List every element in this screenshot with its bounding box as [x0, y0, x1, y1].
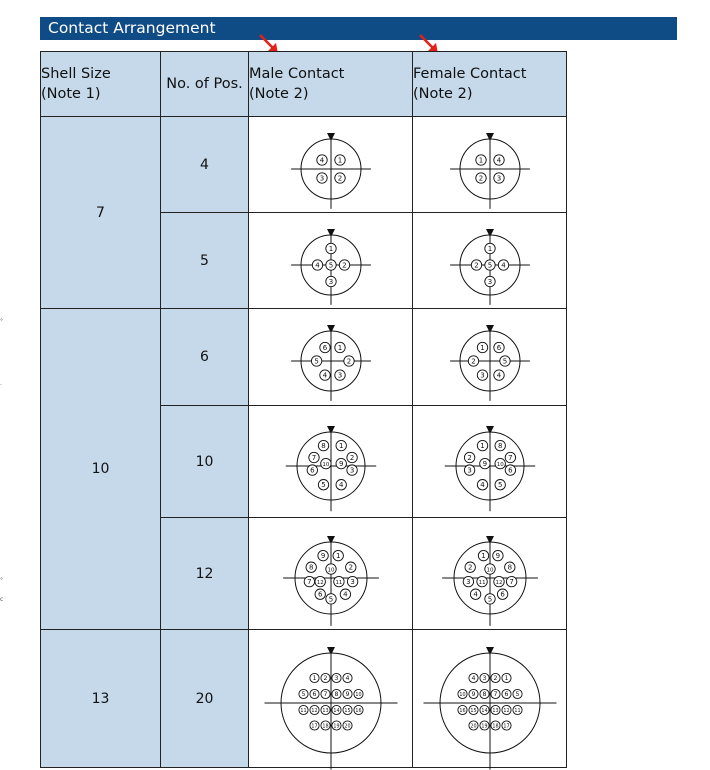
positions-cell: 5	[161, 213, 249, 309]
contact-pin	[484, 593, 494, 603]
contact-pin-number: 9	[338, 459, 343, 468]
contact-pin	[484, 563, 494, 573]
contact-pin	[498, 259, 508, 269]
male-contact-diagram	[249, 406, 413, 518]
contact-pin	[343, 356, 353, 366]
contact-pin	[325, 593, 335, 603]
contact-pin-number: 3	[465, 577, 471, 586]
contact-pin-number: 12	[495, 579, 502, 586]
contact-pin	[512, 705, 521, 714]
contact-pin	[306, 562, 316, 572]
contact-pin-number: 7	[507, 453, 513, 462]
contact-pin	[353, 705, 362, 714]
male-contact-diagram	[249, 518, 413, 630]
female-contact-diagram	[413, 630, 567, 768]
key-marker-icon	[327, 325, 335, 333]
contact-pin	[468, 720, 477, 729]
contact-pin-number: 11	[513, 708, 521, 714]
contact-pin-number: 3	[334, 674, 338, 682]
contact-pin	[493, 154, 503, 164]
header-female-contact: Female Contact (Note 2)	[413, 52, 567, 117]
contact-pin	[325, 259, 335, 269]
contact-pin	[317, 550, 327, 560]
contact-pin-number: 6	[504, 690, 508, 698]
contact-arrangement-table	[40, 51, 567, 768]
contact-pin-number: 8	[507, 563, 512, 572]
contact-pin-number: 1	[328, 244, 333, 253]
header-shell-size: Shell Size (Note 1)	[41, 52, 161, 117]
contact-pin	[336, 458, 346, 468]
contact-pin	[504, 562, 514, 572]
contact-pin-number: 14	[332, 708, 340, 714]
contact-pin	[468, 689, 477, 698]
contact-pin-number: 8	[497, 441, 502, 450]
contact-pin	[499, 356, 509, 366]
key-marker-icon	[486, 325, 494, 333]
contact-pin-number: 4	[500, 261, 506, 270]
contact-pin-number: 9	[495, 551, 500, 560]
contact-pin-number: 2	[493, 674, 497, 682]
shell-size-cell: 10	[41, 309, 161, 630]
contact-pin-number: 12	[316, 579, 324, 586]
female-contact-diagram	[413, 309, 567, 406]
contact-pin-number: 2	[337, 174, 342, 183]
margin-mark: c	[0, 596, 4, 603]
female-contact-diagram	[413, 406, 567, 518]
contact-pin-number: 1	[338, 441, 343, 450]
contact-pin-number: 5	[301, 690, 305, 698]
contact-pin-number: 3	[328, 277, 333, 286]
key-marker-icon	[327, 426, 335, 434]
contact-pin-number: 4	[345, 674, 349, 682]
contact-pin	[342, 673, 351, 682]
contact-pin-number: 4	[314, 261, 320, 270]
contact-pin	[501, 705, 510, 714]
contact-pin-number: 5	[502, 357, 507, 366]
contact-pin	[478, 550, 488, 560]
key-marker-icon	[486, 133, 494, 141]
contact-pin	[334, 154, 344, 164]
contact-pin-number: 20	[343, 724, 351, 730]
table-row	[41, 630, 567, 768]
contact-pin-number: 4	[319, 156, 324, 165]
contact-pin	[465, 562, 475, 572]
contact-pin-number: 1	[487, 244, 492, 253]
contact-pin-number: 5	[487, 261, 492, 270]
contact-pin-number: 1	[479, 441, 485, 450]
contact-pin-number: 10	[486, 567, 493, 574]
contact-pin-number: 12	[310, 708, 318, 714]
contact-pin	[308, 452, 318, 462]
contact-pin-number: 1	[478, 156, 483, 165]
contact-pin-number: 17	[310, 724, 318, 730]
contact-pin-number: 1	[479, 344, 485, 353]
contact-pin	[484, 259, 494, 269]
section-title: Contact Arrangement	[40, 17, 677, 40]
contact-pin	[493, 576, 503, 586]
contact-pin-number: 2	[466, 453, 472, 462]
contact-pin-number: 4	[496, 156, 501, 165]
contact-pin-number: 3	[337, 371, 342, 380]
contact-pin	[506, 576, 516, 586]
contact-pin-number: 9	[471, 690, 475, 698]
contact-pin-number: 3	[487, 277, 492, 286]
contact-pin	[319, 342, 329, 352]
shell-size-cell: 13	[41, 630, 161, 768]
key-marker-icon	[327, 133, 335, 141]
contact-pin-number: 20	[469, 724, 477, 730]
contact-pin	[495, 479, 505, 489]
male-contact-diagram	[249, 213, 413, 309]
key-marker-icon	[327, 536, 335, 544]
contact-pin	[470, 589, 480, 599]
contact-pin	[501, 673, 510, 682]
contact-pin-number: 4	[479, 480, 485, 489]
contact-pin	[495, 458, 505, 468]
contact-pin	[477, 370, 487, 380]
contact-pin-number: 5	[515, 690, 519, 698]
contact-pin-number: 6	[322, 344, 327, 353]
contact-pin-number: 10	[327, 567, 334, 574]
contact-pin	[347, 576, 357, 586]
contact-pin-number: 3	[496, 174, 501, 183]
contact-pin	[331, 705, 340, 714]
contact-pin-number: 5	[328, 594, 333, 603]
contact-pin-number: 16	[458, 708, 466, 714]
contact-pin-number: 1	[480, 551, 486, 560]
contact-pin-number: 14	[480, 708, 488, 714]
contact-pin	[484, 276, 494, 286]
key-marker-icon	[486, 426, 494, 434]
contact-pin-number: 2	[467, 563, 472, 572]
contact-pin-number: 1	[337, 156, 342, 165]
contact-pin-number: 1	[312, 674, 316, 682]
female-contact-diagram	[413, 213, 567, 309]
contact-pin-number: 11	[334, 579, 342, 586]
contact-pin	[457, 705, 466, 714]
contact-pin-number: 18	[491, 724, 499, 730]
contact-pin-number: 4	[472, 590, 478, 599]
contact-pin	[512, 689, 521, 698]
contact-pin	[342, 720, 351, 729]
positions-cell: 4	[161, 117, 249, 213]
contact-pin	[493, 370, 503, 380]
contact-pin	[333, 576, 343, 586]
contact-pin	[468, 673, 477, 682]
contact-pin	[315, 576, 325, 586]
contact-pin	[479, 673, 488, 682]
table-row	[41, 309, 567, 406]
contact-pin-number: 7	[493, 690, 497, 698]
contact-pin-number: 9	[320, 551, 325, 560]
contact-pin	[334, 172, 344, 182]
margin-mark: °	[0, 318, 3, 325]
contact-pin	[315, 589, 325, 599]
contact-pin-number: 6	[317, 590, 322, 599]
contact-pin-number: 8	[308, 563, 313, 572]
contact-pin-number: 13	[321, 708, 329, 714]
contact-pin	[331, 673, 340, 682]
contact-pin-number: 2	[478, 174, 483, 183]
contact-pin-number: 3	[479, 371, 485, 380]
contact-pin	[479, 705, 488, 714]
contact-pin	[497, 589, 507, 599]
contact-pin	[479, 458, 489, 468]
contact-pin-number: 8	[320, 441, 326, 450]
contact-pin	[316, 154, 326, 164]
contact-pin	[309, 720, 318, 729]
contact-pin	[309, 689, 318, 698]
contact-pin-number: 7	[306, 577, 312, 586]
contact-pin	[464, 464, 474, 474]
contact-pin	[342, 689, 351, 698]
contact-pin	[342, 705, 351, 714]
positions-cell: 10	[161, 406, 249, 518]
contact-pin	[304, 576, 314, 586]
positions-cell: 20	[161, 630, 249, 768]
contact-pin	[490, 705, 499, 714]
contact-pin	[316, 172, 326, 182]
contact-pin	[336, 440, 346, 450]
contact-pin	[309, 705, 318, 714]
contact-pin	[490, 673, 499, 682]
contact-pin-number: 5	[313, 357, 319, 366]
margin-mark: ·	[0, 382, 2, 389]
contact-pin	[492, 550, 502, 560]
shell-size-cell: 7	[41, 117, 161, 309]
contact-pin-number: 15	[343, 708, 351, 714]
contact-pin-number: 3	[466, 466, 472, 475]
contact-pin-number: 1	[504, 674, 508, 682]
contact-pin	[334, 342, 344, 352]
key-marker-icon	[486, 536, 494, 544]
key-marker-icon	[327, 647, 335, 655]
contact-pin-number: 10	[354, 692, 362, 698]
contact-pin-number: 2	[348, 563, 353, 572]
contact-pin	[477, 342, 487, 352]
contact-pin-number: 19	[480, 724, 488, 730]
contact-pin-number: 6	[312, 690, 316, 698]
contact-pin-number: 5	[320, 480, 326, 489]
female-contact-diagram	[413, 518, 567, 630]
contact-pin	[320, 705, 329, 714]
contact-pin-number: 12	[502, 708, 510, 714]
male-contact-diagram	[249, 630, 413, 768]
contact-pin-number: 18	[321, 724, 329, 730]
contact-pin-number: 1	[335, 551, 340, 560]
contact-pin	[320, 673, 329, 682]
contact-pin	[457, 689, 466, 698]
contact-pin-number: 2	[341, 261, 347, 270]
contact-pin	[464, 452, 474, 462]
contact-pin	[320, 720, 329, 729]
contact-pin-number: 6	[499, 590, 505, 599]
contact-pin	[307, 464, 317, 474]
contact-pin	[490, 720, 499, 729]
contact-pin	[493, 342, 503, 352]
contact-pin	[463, 576, 473, 586]
contact-pin	[331, 689, 340, 698]
contact-pin	[505, 464, 515, 474]
positions-cell: 12	[161, 518, 249, 630]
contact-pin	[501, 720, 510, 729]
key-marker-icon	[327, 229, 335, 237]
contact-pin	[475, 154, 485, 164]
contact-pin-number: 10	[458, 692, 466, 698]
contact-pin	[493, 172, 503, 182]
contact-pin	[490, 689, 499, 698]
contact-pin	[320, 458, 330, 468]
contact-pin	[475, 172, 485, 182]
contact-pin	[340, 589, 350, 599]
female-contact-diagram	[413, 117, 567, 213]
contact-pin-number: 11	[478, 579, 486, 586]
contact-pin-number: 7	[323, 690, 327, 698]
contact-pin-number: 11	[299, 708, 307, 714]
contact-pin	[333, 550, 343, 560]
contact-pin-number: 5	[328, 261, 333, 270]
contact-pin	[468, 705, 477, 714]
contact-pin-number: 19	[332, 724, 340, 730]
contact-pin-number: 3	[349, 466, 354, 475]
contact-pin	[477, 479, 487, 489]
contact-pin-number: 2	[323, 674, 327, 682]
contact-pin-number: 3	[319, 174, 324, 183]
contact-pin	[501, 689, 510, 698]
contact-pin	[345, 562, 355, 572]
table-header-row	[41, 52, 567, 117]
header-no-of-pos: No. of Pos.	[161, 52, 249, 117]
contact-pin	[479, 689, 488, 698]
contact-pin	[334, 370, 344, 380]
contact-pin-number: 13	[491, 708, 499, 714]
contact-pin	[309, 673, 318, 682]
contact-pin	[298, 689, 307, 698]
contact-pin-number: 2	[346, 357, 351, 366]
contact-pin	[346, 464, 356, 474]
contact-pin-number: 3	[349, 577, 355, 586]
contact-pin	[484, 243, 494, 253]
contact-pin	[325, 563, 335, 573]
contact-pin-number: 2	[349, 453, 354, 462]
positions-cell: 6	[161, 309, 249, 406]
contact-pin	[468, 356, 478, 366]
contact-pin-number: 4	[471, 674, 475, 682]
contact-pin-number: 5	[487, 594, 492, 603]
contact-pin	[477, 440, 487, 450]
contact-pin	[336, 479, 346, 489]
contact-pin-number: 4	[338, 480, 343, 489]
contact-pin	[318, 479, 328, 489]
contact-pin	[495, 440, 505, 450]
contact-pin	[353, 689, 362, 698]
contact-pin-number: 4	[496, 371, 501, 380]
contact-pin	[319, 370, 329, 380]
contact-pin	[471, 259, 481, 269]
table-row	[41, 117, 567, 213]
male-contact-diagram	[249, 117, 413, 213]
key-marker-icon	[486, 229, 494, 237]
contact-pin-number: 17	[502, 724, 510, 730]
contact-pin-number: 6	[309, 466, 315, 475]
contact-pin-number: 2	[470, 357, 476, 366]
contact-pin-number: 1	[337, 344, 342, 353]
contact-pin	[312, 259, 322, 269]
contact-pin	[320, 689, 329, 698]
contact-pin-number: 4	[322, 371, 327, 380]
contact-pin-number: 8	[334, 690, 338, 698]
contact-pin-number: 3	[482, 674, 486, 682]
contact-pin	[298, 705, 307, 714]
male-contact-diagram	[249, 309, 413, 406]
contact-pin-number: 10	[321, 461, 329, 468]
contact-pin-number: 7	[311, 453, 316, 462]
margin-mark: °	[0, 577, 3, 584]
contact-pin-number: 15	[469, 708, 477, 714]
contact-pin	[325, 276, 335, 286]
contact-pin-number: 7	[508, 577, 514, 586]
contact-pin	[505, 452, 515, 462]
contact-pin-number: 8	[482, 690, 486, 698]
contact-pin	[325, 243, 335, 253]
contact-pin-number: 5	[497, 480, 502, 489]
contact-pin	[318, 440, 328, 450]
contact-pin	[476, 576, 486, 586]
contact-pin	[479, 720, 488, 729]
contact-pin-number: 10	[496, 461, 504, 468]
contact-pin-number: 9	[345, 690, 349, 698]
contact-pin-number: 6	[507, 466, 513, 475]
contact-pin	[331, 720, 340, 729]
header-male-contact: Male Contact (Note 2)	[249, 52, 413, 117]
contact-pin	[311, 356, 321, 366]
contact-pin-number: 4	[342, 590, 348, 599]
contact-pin-number: 9	[482, 459, 487, 468]
contact-pin-number: 2	[473, 261, 479, 270]
contact-pin-number: 6	[496, 344, 501, 353]
contact-pin-number: 16	[354, 708, 362, 714]
key-marker-icon	[486, 647, 494, 655]
contact-pin	[346, 452, 356, 462]
contact-pin	[339, 259, 349, 269]
